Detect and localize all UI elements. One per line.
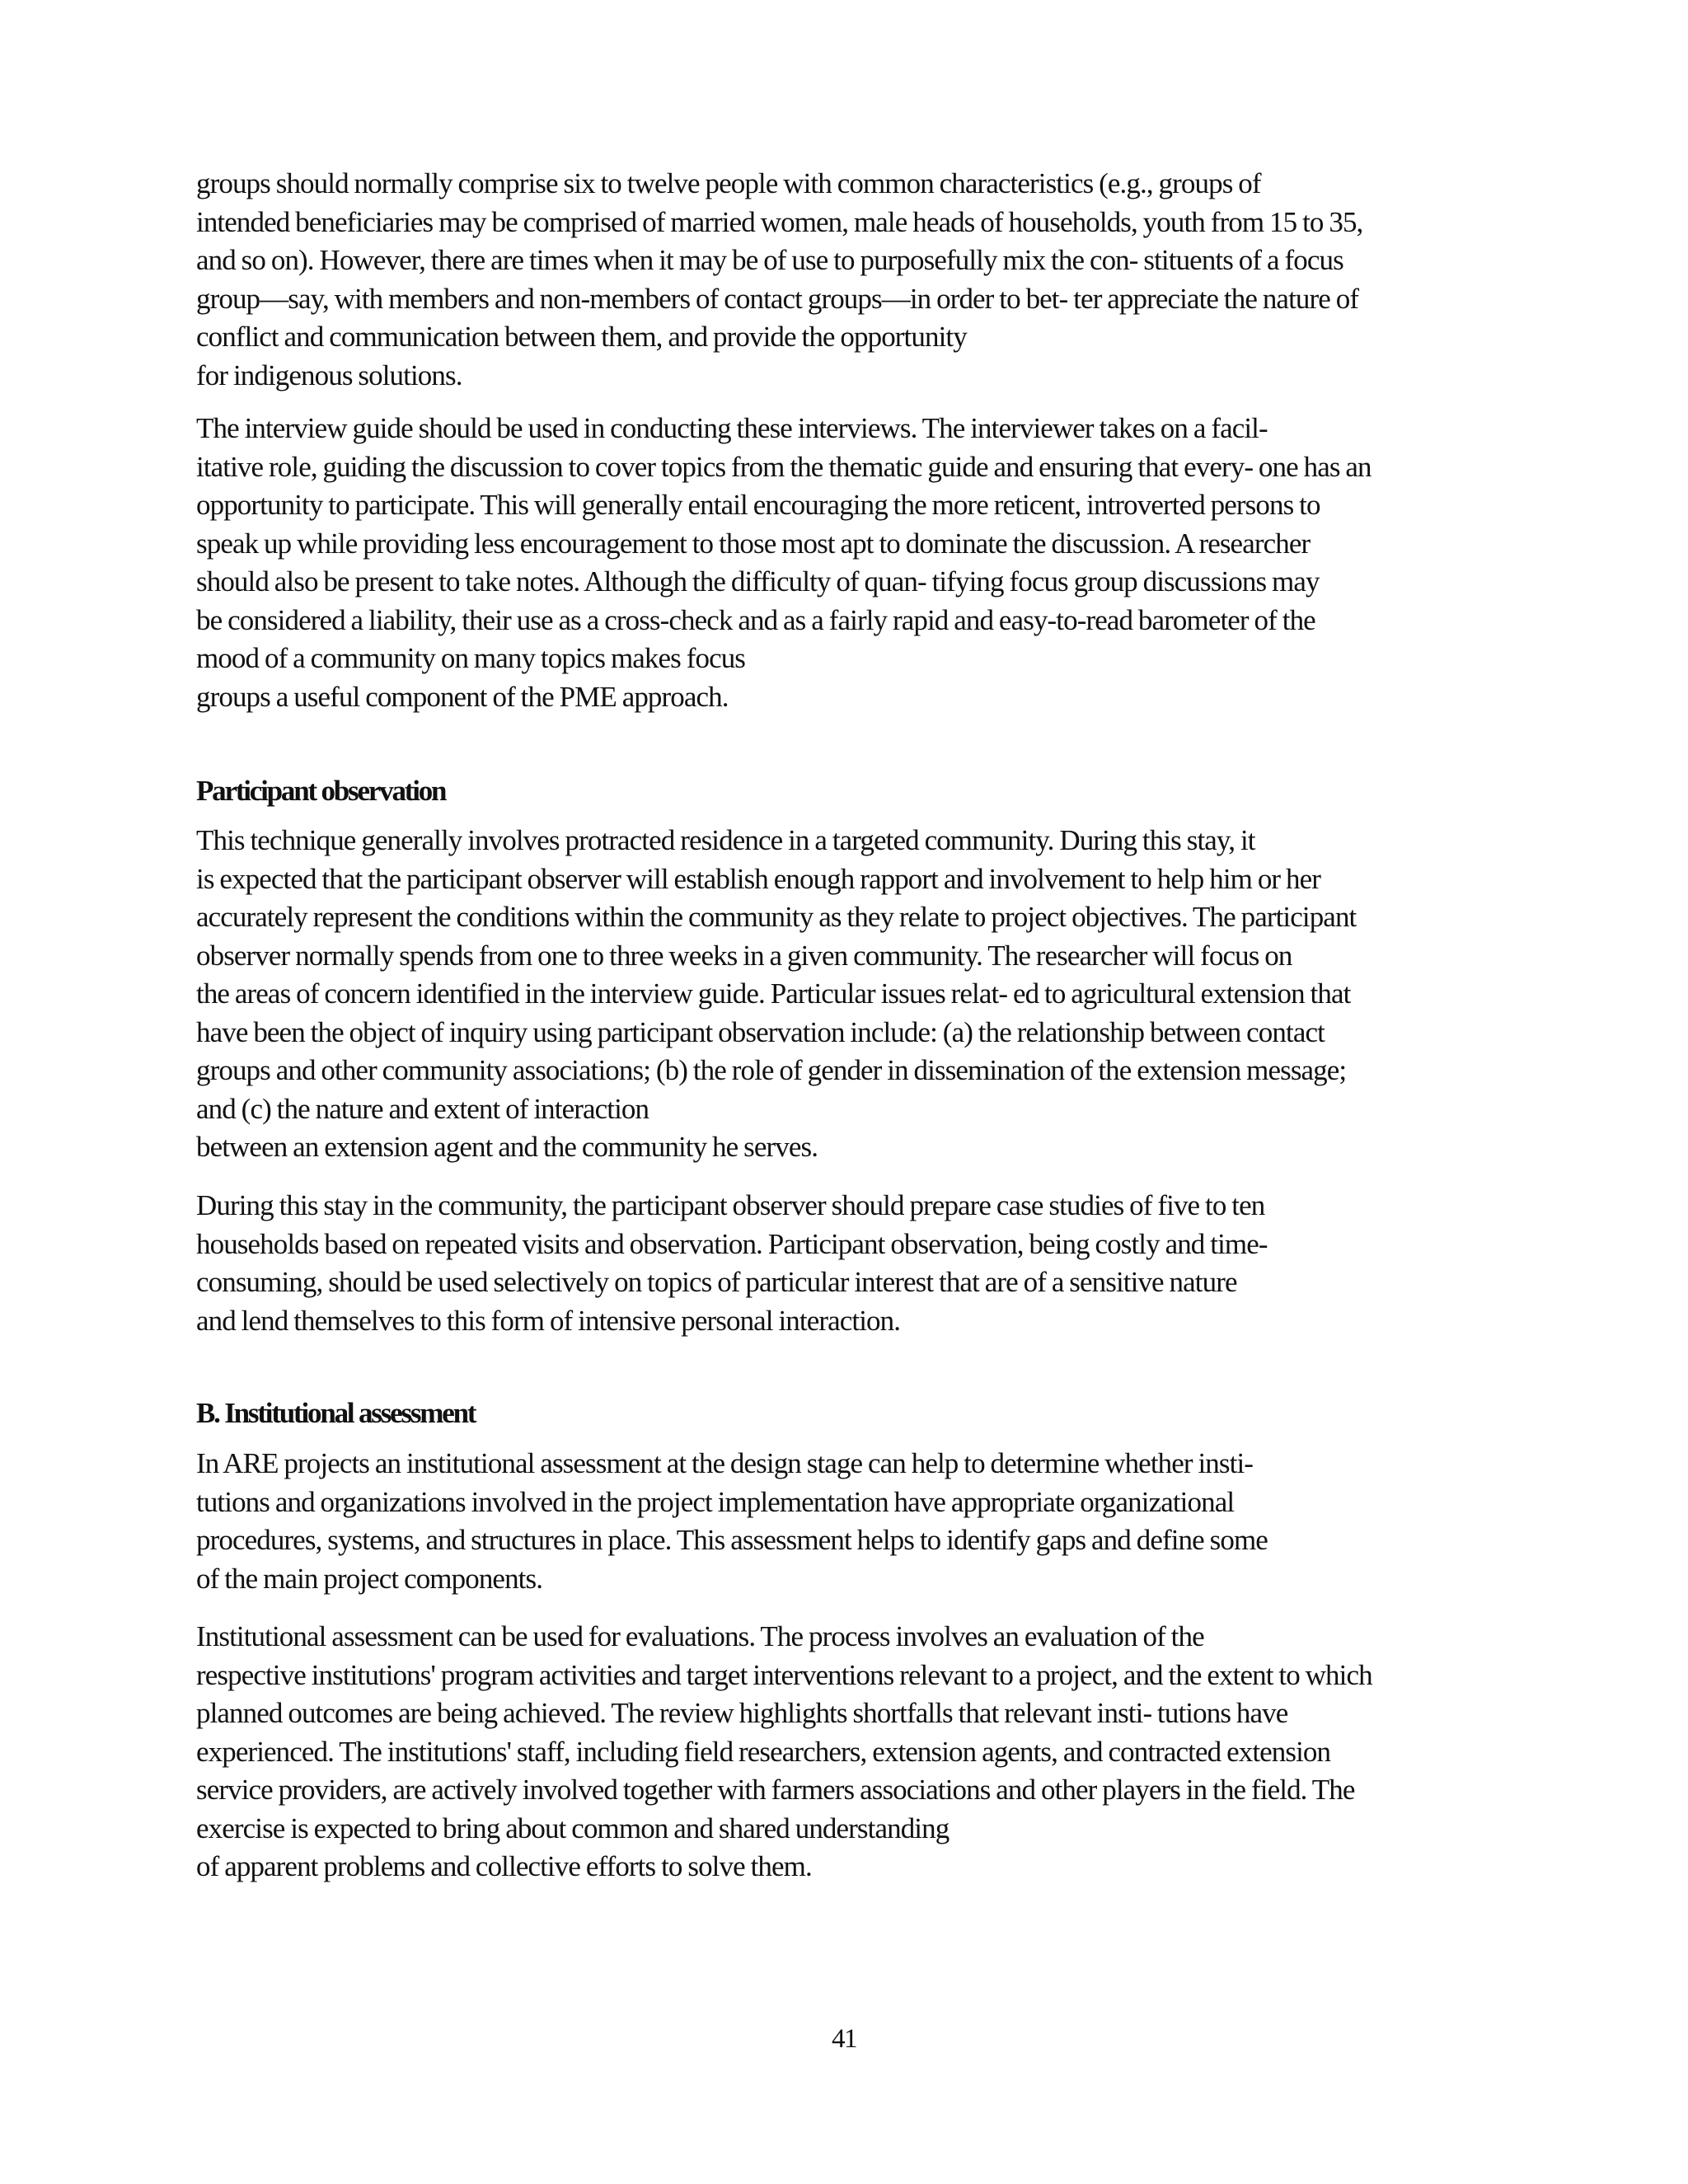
text-line: This technique generally involves protracted residence in a targeted community. During this stay, it xyxy=(196,824,1255,856)
text-line: intended beneficiaries may be comprised of married women, male heads of households, youth from 15 to 35, xyxy=(196,205,1363,238)
text-line: procedures, systems, and structures in place. This assessment helps to identify gaps and define some xyxy=(196,1524,1268,1556)
text-line: speak up while providing less encouragement to those most apt to dominate the discussion. A researcher xyxy=(196,527,1311,560)
text-line: groups and other community associations; (b) the role of gender in dissemination of the extension message; xyxy=(196,1054,1347,1086)
text-line: of the main project components. xyxy=(196,1562,543,1595)
paragraph-focus-group-composition xyxy=(196,165,1515,395)
section-heading-institutional-assessment: B. Institutional assessment xyxy=(196,1397,476,1429)
text-line: for indigenous solutions. xyxy=(196,359,462,391)
paragraph-institutional-assessment-design xyxy=(196,1445,1515,1598)
text-line: service providers, are actively involved together with farmers associations and other players in the field. The xyxy=(196,1774,1355,1806)
text-line: is expected that the participant observer will establish enough rapport and involvement to help him or her xyxy=(196,862,1321,895)
section-heading-participant-observation: Participant observation xyxy=(196,775,446,807)
paragraph-interview-guide xyxy=(196,410,1515,716)
text-line: mood of a community on many topics makes focus xyxy=(196,642,746,674)
paragraph-institutional-assessment-evaluation xyxy=(196,1618,1515,1886)
text-line: and so on). However, there are times when it may be of use to purposefully mix the con- stituents of a focus xyxy=(196,244,1343,276)
text-line: itative role, guiding the discussion to cover topics from the thematic guide and ensuring that every- one has an xyxy=(196,450,1372,483)
text-line: of apparent problems and collective efforts to solve them. xyxy=(196,1850,812,1882)
text-line: the areas of concern identified in the interview guide. Particular issues relat- ed to agricultural extension that xyxy=(196,977,1351,1010)
text-line: group—say, with members and non-members of contact groups—in order to bet- ter appreciate the nature of xyxy=(196,282,1359,315)
text-line: between an extension agent and the community he serves. xyxy=(196,1131,818,1163)
text-line: and (c) the nature and extent of interaction xyxy=(196,1092,649,1125)
text-line: planned outcomes are being achieved. The review highlights shortfalls that relevant insti- tutions have xyxy=(196,1697,1288,1729)
text-line: be considered a liability, their use as a cross-check and as a fairly rapid and easy-to-read barometer of the xyxy=(196,603,1315,636)
page-number: 41 xyxy=(832,2024,856,2054)
text-line: should also be present to take notes. Although the difficulty of quan- tifying focus group discussions may xyxy=(196,565,1320,598)
paragraph-case-studies xyxy=(196,1187,1515,1340)
text-line: observer normally spends from one to three weeks in a given community. The researcher will focus on xyxy=(196,939,1292,972)
text-line: Institutional assessment can be used for evaluations. The process involves an evaluation of the xyxy=(196,1620,1204,1652)
text-line: During this stay in the community, the participant observer should prepare case studies of five to ten xyxy=(196,1189,1265,1221)
text-line: tutions and organizations involved in the project implementation have appropriate organizational xyxy=(196,1485,1235,1518)
text-line: groups should normally comprise six to twelve people with common characteristics (e.g., groups of xyxy=(196,167,1261,199)
text-line: The interview guide should be used in conducting these interviews. The interviewer takes on a facil- xyxy=(196,412,1268,444)
text-line: experienced. The institutions' staff, including field researchers, extension agents, and contracted extension xyxy=(196,1735,1331,1768)
text-line: respective institutions' program activities and target interventions relevant to a project, and the extent to which xyxy=(196,1658,1372,1691)
text-line: conflict and communication between them, and provide the opportunity xyxy=(196,321,967,353)
text-line: accurately represent the conditions within the community as they relate to project objectives. The participant xyxy=(196,901,1357,933)
text-line: have been the object of inquiry using participant observation include: (a) the relationship between contact xyxy=(196,1015,1325,1048)
text-line: groups a useful component of the PME approach. xyxy=(196,680,729,713)
paragraph-participant-observation xyxy=(196,822,1515,1167)
text-line: consuming, should be used selectively on topics of particular interest that are of a sensitive nature xyxy=(196,1266,1237,1298)
text-line: households based on repeated visits and observation. Participant observation, being costly and time- xyxy=(196,1227,1268,1260)
text-line: exercise is expected to bring about common and shared understanding xyxy=(196,1811,950,1844)
text-line: In ARE projects an institutional assessment at the design stage can help to determine whether insti- xyxy=(196,1447,1254,1479)
text-line: opportunity to participate. This will generally entail encouraging the more reticent, introverted persons to xyxy=(196,489,1320,521)
text-line: and lend themselves to this form of intensive personal interaction. xyxy=(196,1304,901,1337)
